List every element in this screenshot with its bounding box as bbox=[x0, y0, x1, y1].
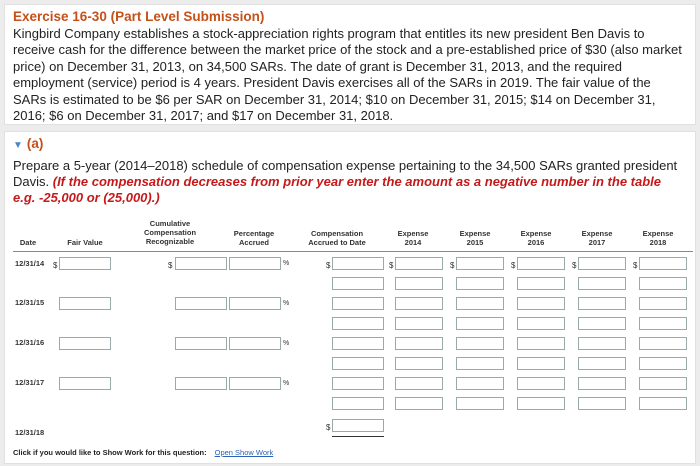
show-work-row bbox=[13, 448, 273, 457]
percentage-input[interactable] bbox=[229, 297, 281, 310]
exercise-title: Exercise 16-30 (Part Level Submission) bbox=[13, 9, 265, 24]
expense-2016-input[interactable] bbox=[517, 357, 565, 370]
expense-2017-input[interactable] bbox=[578, 377, 626, 390]
expense-2015-input[interactable] bbox=[456, 257, 504, 270]
header-date: Date bbox=[19, 238, 37, 247]
expense-2018-input[interactable] bbox=[639, 397, 687, 410]
percentage-input[interactable] bbox=[229, 377, 281, 390]
expense-2016-input[interactable] bbox=[517, 277, 565, 290]
expense-2014-input[interactable] bbox=[395, 397, 443, 410]
header-expense-2016: Expense 2016 bbox=[520, 229, 552, 247]
currency-symbol: $ bbox=[572, 261, 577, 270]
expense-2017-input[interactable] bbox=[578, 277, 626, 290]
expense-2014-input[interactable] bbox=[395, 337, 443, 350]
expense-2014-input[interactable] bbox=[395, 277, 443, 290]
expense-2014-input[interactable] bbox=[395, 377, 443, 390]
part-a-panel bbox=[4, 131, 696, 464]
header-cumulative: Cumulative Compensation Recognizable bbox=[143, 219, 197, 246]
expense-2015-input[interactable] bbox=[456, 357, 504, 370]
expense-2016-input[interactable] bbox=[517, 297, 565, 310]
row-date: 12/31/14 bbox=[15, 259, 45, 268]
fair-value-input[interactable] bbox=[59, 337, 111, 350]
open-show-work-link[interactable]: Open Show Work bbox=[214, 448, 274, 457]
percentage-input[interactable] bbox=[229, 337, 281, 350]
percent-symbol: % bbox=[283, 380, 290, 387]
accrued-input[interactable] bbox=[332, 317, 384, 330]
row-date: 12/31/17 bbox=[15, 378, 45, 387]
header-expense-2017: Expense 2017 bbox=[581, 229, 613, 247]
accrued-input[interactable] bbox=[332, 337, 384, 350]
expense-2015-input[interactable] bbox=[456, 317, 504, 330]
fair-value-input[interactable] bbox=[59, 257, 111, 270]
expense-2017-input[interactable] bbox=[578, 297, 626, 310]
currency-symbol: $ bbox=[326, 423, 331, 432]
instruction-note: (If the compensation decreases from prior year enter the amount as a negative number in the table e.g. -25,000 or (25,000).) bbox=[13, 174, 662, 205]
expense-2017-input[interactable] bbox=[578, 337, 626, 350]
cumulative-input[interactable] bbox=[175, 337, 227, 350]
percent-symbol: % bbox=[283, 300, 290, 307]
total-underline bbox=[332, 436, 384, 437]
expense-2015-input[interactable] bbox=[456, 277, 504, 290]
fair-value-input[interactable] bbox=[59, 297, 111, 310]
show-work-prompt: Click if you would like to Show Work for this question: bbox=[13, 448, 207, 457]
row-date: 12/31/18 bbox=[15, 428, 45, 437]
exercise-panel bbox=[4, 4, 696, 125]
header-fair-value: Fair Value bbox=[67, 238, 103, 247]
cumulative-input[interactable] bbox=[175, 297, 227, 310]
header-percentage: Percentage Accrued bbox=[233, 229, 275, 247]
part-instruction bbox=[13, 158, 683, 206]
header-divider bbox=[13, 251, 693, 252]
expense-2017-input[interactable] bbox=[578, 257, 626, 270]
header-accrued: Compensation Accrued to Date bbox=[308, 229, 366, 247]
accrued-input[interactable] bbox=[332, 257, 384, 270]
expense-2018-input[interactable] bbox=[639, 377, 687, 390]
expense-2016-input[interactable] bbox=[517, 377, 565, 390]
collapse-triangle-icon[interactable]: ▼ bbox=[13, 140, 23, 151]
exercise-body: Kingbird Company establishes a stock-appreciation rights program that entitles its new president Ben Davis to receive cash for the difference between the market price of the stock and a pre-established price of $30 (also market price) on December 31, 2013, on 34,500 SARs. The date of grant is December 31, 2013, and the required employment (service) period is 4 years. President Davis exercises all of the SARs in 2019. The fair value of the SARs is estimated to be $6 per SAR on December 31, 2014; $10 on December 31, 2015; $14 on December 31, 2016; $6 on December 31, 2017; and $17 on December 31, 2018. bbox=[13, 26, 682, 124]
expense-2014-input[interactable] bbox=[395, 257, 443, 270]
expense-2015-input[interactable] bbox=[456, 377, 504, 390]
expense-2014-input[interactable] bbox=[395, 317, 443, 330]
expense-2016-input[interactable] bbox=[517, 317, 565, 330]
part-label: (a) bbox=[26, 136, 44, 151]
accrued-input[interactable] bbox=[332, 277, 384, 290]
accrued-input[interactable] bbox=[332, 419, 384, 432]
percentage-input[interactable] bbox=[229, 257, 281, 270]
expense-2018-input[interactable] bbox=[639, 297, 687, 310]
expense-2018-input[interactable] bbox=[639, 337, 687, 350]
expense-2016-input[interactable] bbox=[517, 257, 565, 270]
expense-2016-input[interactable] bbox=[517, 397, 565, 410]
row-date: 12/31/15 bbox=[15, 298, 45, 307]
percent-symbol: % bbox=[283, 260, 290, 267]
accrued-input[interactable] bbox=[332, 357, 384, 370]
part-a-toggle[interactable] bbox=[13, 136, 43, 151]
expense-2018-input[interactable] bbox=[639, 317, 687, 330]
expense-2017-input[interactable] bbox=[578, 357, 626, 370]
expense-2014-input[interactable] bbox=[395, 297, 443, 310]
header-expense-2015: Expense 2015 bbox=[459, 229, 491, 247]
expense-2015-input[interactable] bbox=[456, 397, 504, 410]
cumulative-input[interactable] bbox=[175, 257, 227, 270]
row-date: 12/31/16 bbox=[15, 338, 45, 347]
expense-2017-input[interactable] bbox=[578, 397, 626, 410]
accrued-input[interactable] bbox=[332, 297, 384, 310]
expense-2016-input[interactable] bbox=[517, 337, 565, 350]
expense-2018-input[interactable] bbox=[639, 357, 687, 370]
currency-symbol: $ bbox=[326, 261, 331, 270]
expense-2014-input[interactable] bbox=[395, 357, 443, 370]
currency-symbol: $ bbox=[389, 261, 394, 270]
expense-2018-input[interactable] bbox=[639, 257, 687, 270]
currency-symbol: $ bbox=[53, 261, 58, 270]
expense-2015-input[interactable] bbox=[456, 297, 504, 310]
instruction-text: Prepare a 5-year (2014–2018) schedule of compensation expense pertaining to the 34,500 SARs granted president Davis. bbox=[13, 158, 678, 189]
header-expense-2018: Expense 2018 bbox=[642, 229, 674, 247]
percent-symbol: % bbox=[283, 340, 290, 347]
header-expense-2014: Expense 2014 bbox=[397, 229, 429, 247]
currency-symbol: $ bbox=[633, 261, 638, 270]
accrued-input[interactable] bbox=[332, 377, 384, 390]
currency-symbol: $ bbox=[511, 261, 516, 270]
expense-2015-input[interactable] bbox=[456, 337, 504, 350]
expense-2017-input[interactable] bbox=[578, 317, 626, 330]
expense-2018-input[interactable] bbox=[639, 277, 687, 290]
currency-symbol: $ bbox=[168, 261, 173, 270]
accrued-input[interactable] bbox=[332, 397, 384, 410]
currency-symbol: $ bbox=[450, 261, 455, 270]
fair-value-input[interactable] bbox=[59, 377, 111, 390]
cumulative-input[interactable] bbox=[175, 377, 227, 390]
